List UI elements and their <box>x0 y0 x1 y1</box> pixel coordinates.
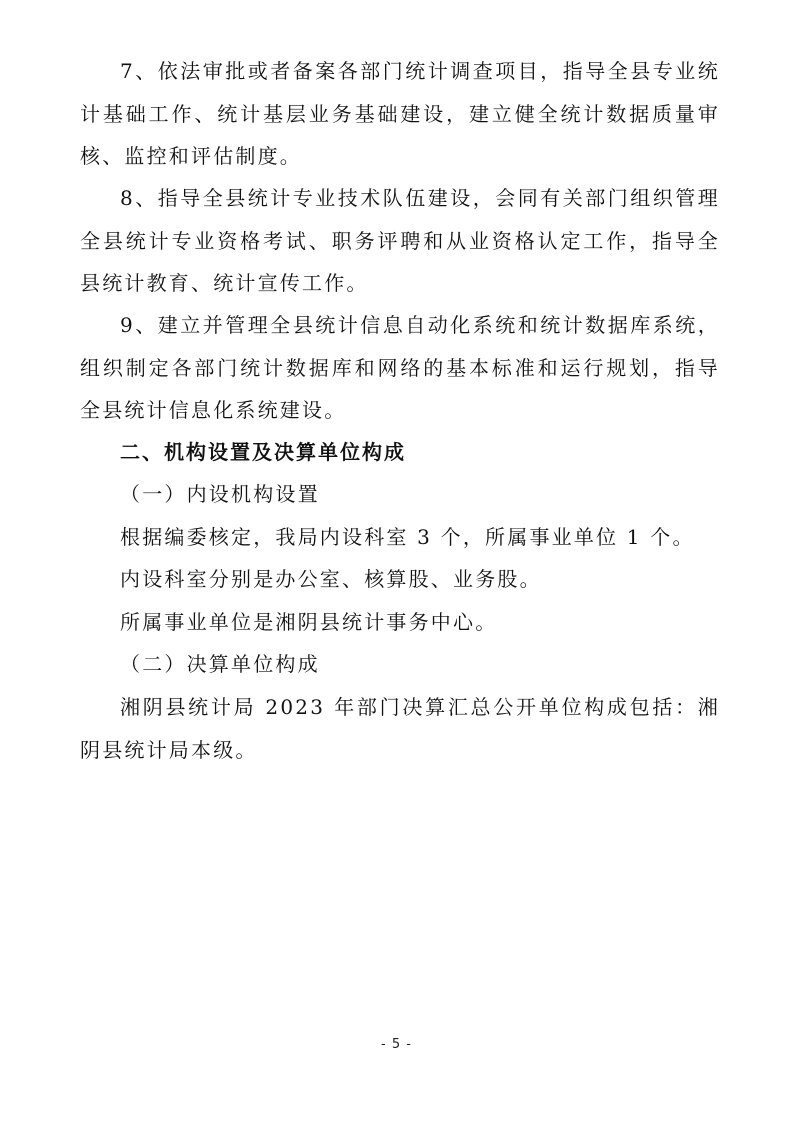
paragraph-item-8: 8、指导全县统计专业技术队伍建设，会同有关部门组织管理全县统计专业资格考试、职务评聘和从业资格认定工作，指导全县统计教育、统计宣传工作。 <box>80 186 720 295</box>
page-number: - 5 - <box>381 1037 412 1052</box>
paragraph-item-9: 9、建立并管理全县统计信息自动化系统和统计数据库系统，组织制定各部门统计数据库和网络的基本标准和运行规划，指导全县统计信息化系统建设。 <box>80 313 720 422</box>
paragraph-affiliated-unit: 所属事业单位是湘阴县统计事务中心。 <box>120 610 498 634</box>
section-heading: 二、机构设置及决算单位构成 <box>120 440 406 464</box>
subsection-title-accounting-units: （二）决算单位构成 <box>120 652 320 676</box>
subsection-title-internal-structure: （一）内设机构设置 <box>120 482 320 506</box>
paragraph-accounting-units: 湘阴县统计局 2023 年部门决算汇总公开单位构成包括：湘阴县统计局本级。 <box>80 695 720 762</box>
paragraph-staffing-approval: 根据编委核定，我局内设科室 3 个，所属事业单位 1 个。 <box>120 525 695 549</box>
paragraph-item-7: 7、依法审批或者备案各部门统计调查项目，指导全县专业统计基础工作、统计基层业务基础建设，建立健全统计数据质量审核、监控和评估制度。 <box>80 59 720 168</box>
paragraph-internal-departments: 内设科室分别是办公室、核算股、业务股。 <box>120 567 542 591</box>
